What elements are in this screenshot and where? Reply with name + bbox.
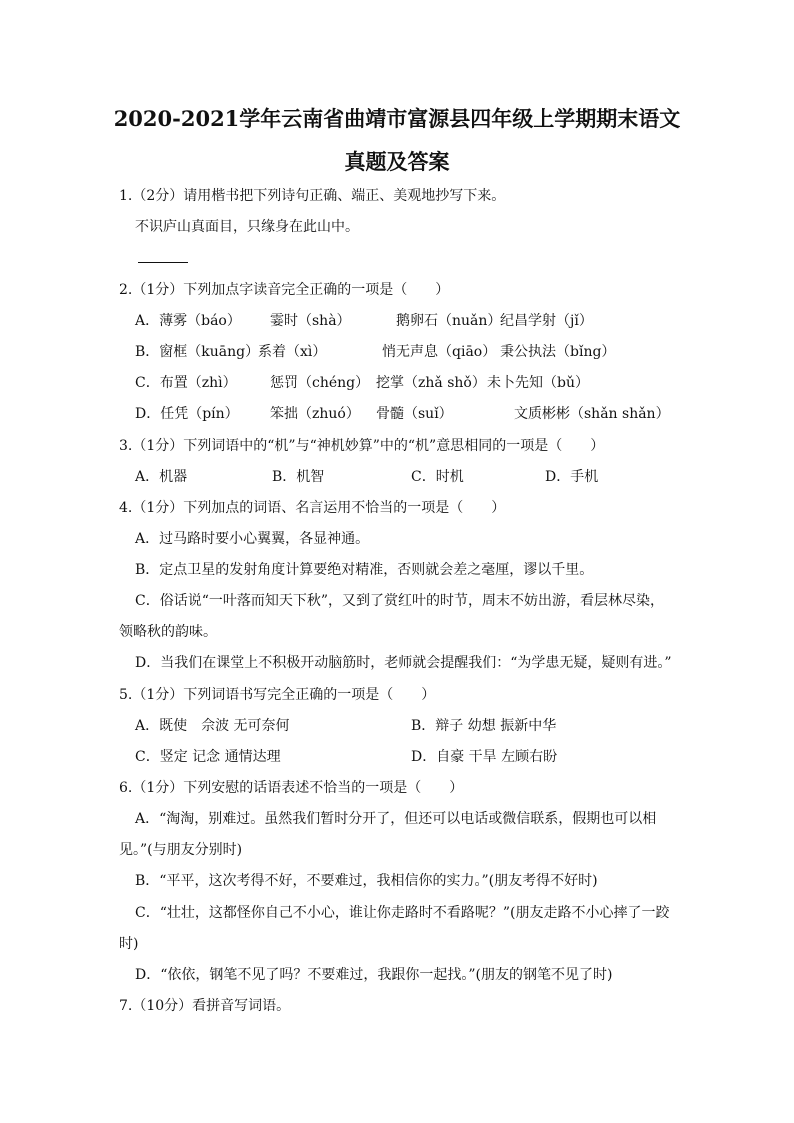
question-1-stem: 1.（2分）请用楷书把下列诗句正确、端正、美观地抄写下来。 xyxy=(119,188,506,204)
question-2-option-d-item-1: D．任凭（pín） xyxy=(135,406,239,422)
question-2-option-a-item-1: A．薄雾（báo） xyxy=(135,313,241,329)
question-6-option-c-continued: 时) xyxy=(119,936,139,952)
question-6-option-c: C．“壮壮，这都怪你自己不小心，谁让你走路时不看路呢？”(朋友走路不小心摔了一跤 xyxy=(135,905,670,921)
question-1-poem: 不识庐山真面目，只缘身在此山中。 xyxy=(135,219,359,235)
question-2-option-b-item-3: 悄无声息（qiāo） xyxy=(382,344,497,360)
question-2-option-c-item-3: 挖掌（zhǎ shǒ） xyxy=(376,375,486,391)
question-5-option-c: C．竖定 记念 通情达理 xyxy=(135,749,281,765)
question-3-option-c: C．时机 xyxy=(411,469,464,485)
question-6-option-a-continued: 见。”(与朋友分别时) xyxy=(119,842,243,858)
question-2-option-a-item-3: 鹅卵石（nuǎn） xyxy=(396,313,502,329)
question-6-option-d: D．“依依，钢笔不见了吗？不要难过，我跟你一起找。”(朋友的钢笔不见了时) xyxy=(135,967,613,983)
question-5-stem: 5.（1分）下列词语书写完全正确的一项是（ ） xyxy=(119,687,436,703)
question-2-option-b-item-1: B．窗框（kuāng） xyxy=(135,344,260,360)
question-4-option-b: B．定点卫星的发射角度计算要绝对精准，否则就会差之毫厘，谬以千里。 xyxy=(135,562,594,578)
question-2-option-c-item-4: 未卜先知（bǔ） xyxy=(487,375,589,391)
question-4-option-a: A．过马路时要小心翼翼，各显神通。 xyxy=(135,531,370,547)
question-3-option-b: B．机智 xyxy=(272,469,325,485)
question-4-option-c-continued: 领略秋的韵味。 xyxy=(119,624,217,640)
question-3-stem: 3.（1分）下列词语中的“机”与“神机妙算”中的“机”意思相同的一项是（ ） xyxy=(119,438,605,454)
question-3-option-a: A．机器 xyxy=(135,469,188,485)
question-2-option-d-item-2: 笨拙（zhuó） xyxy=(270,406,360,422)
document-title-line-2: 真题及答案 xyxy=(344,149,450,174)
question-2-option-b-item-2: 系着（xì） xyxy=(258,344,327,360)
question-4-stem: 4.（1分）下列加点的词语、名言运用不恰当的一项是（ ） xyxy=(119,500,506,516)
question-5-option-b: B．辩子 幼想 振新中华 xyxy=(411,718,557,734)
question-6-option-b: B．“平平，这次考得不好，不要难过，我相信你的实力。”(朋友考得不好时) xyxy=(135,873,598,889)
question-6-stem: 6.（1分）下列安慰的话语表述不恰当的一项是（ ） xyxy=(119,780,464,796)
document-title-line-1: 2020-2021学年云南省曲靖市富源县四年级上学期期末语文 xyxy=(113,106,681,131)
question-2-option-d-item-4: 文质彬彬（shǎn shǎn） xyxy=(514,406,670,422)
question-5-option-d: D．自豪 干旱 左顾右盼 xyxy=(411,749,558,765)
question-3-option-d: D．手机 xyxy=(545,469,599,485)
question-2-option-a-item-4: 纪昌学射（jǐ） xyxy=(500,313,593,329)
question-6-option-a: A．“淘淘，别难过。虽然我们暂时分开了，但还可以电话或微信联系，假期也可以相 xyxy=(135,811,657,827)
question-5-option-a: A．既使 佘波 无可奈何 xyxy=(135,718,290,734)
question-2-option-b-item-4: 秉公执法（bǐng） xyxy=(500,344,616,360)
question-2-option-c-item-2: 惩罚（chéng） xyxy=(270,375,370,391)
question-2-option-d-item-3: 骨髓（suǐ） xyxy=(376,406,453,422)
question-7-stem: 7.（10分）看拼音写词语。 xyxy=(119,998,291,1014)
question-2-stem: 2.（1分）下列加点字读音完全正确的一项是（ ） xyxy=(119,282,450,298)
question-2-option-c-item-1: C．布置（zhì） xyxy=(135,375,237,391)
question-2-option-a-item-2: 霎时（shà） xyxy=(270,313,351,329)
question-1-answer-blank xyxy=(138,262,188,263)
question-4-option-c: C．俗话说“一叶落而知天下秋”，又到了赏红叶的时节，周末不妨出游，看层林尽染， xyxy=(135,593,665,609)
question-4-option-d: D．当我们在课堂上不积极开动脑筋时，老师就会提醒我们：“为学患无疑，疑则有进。” xyxy=(135,655,672,671)
